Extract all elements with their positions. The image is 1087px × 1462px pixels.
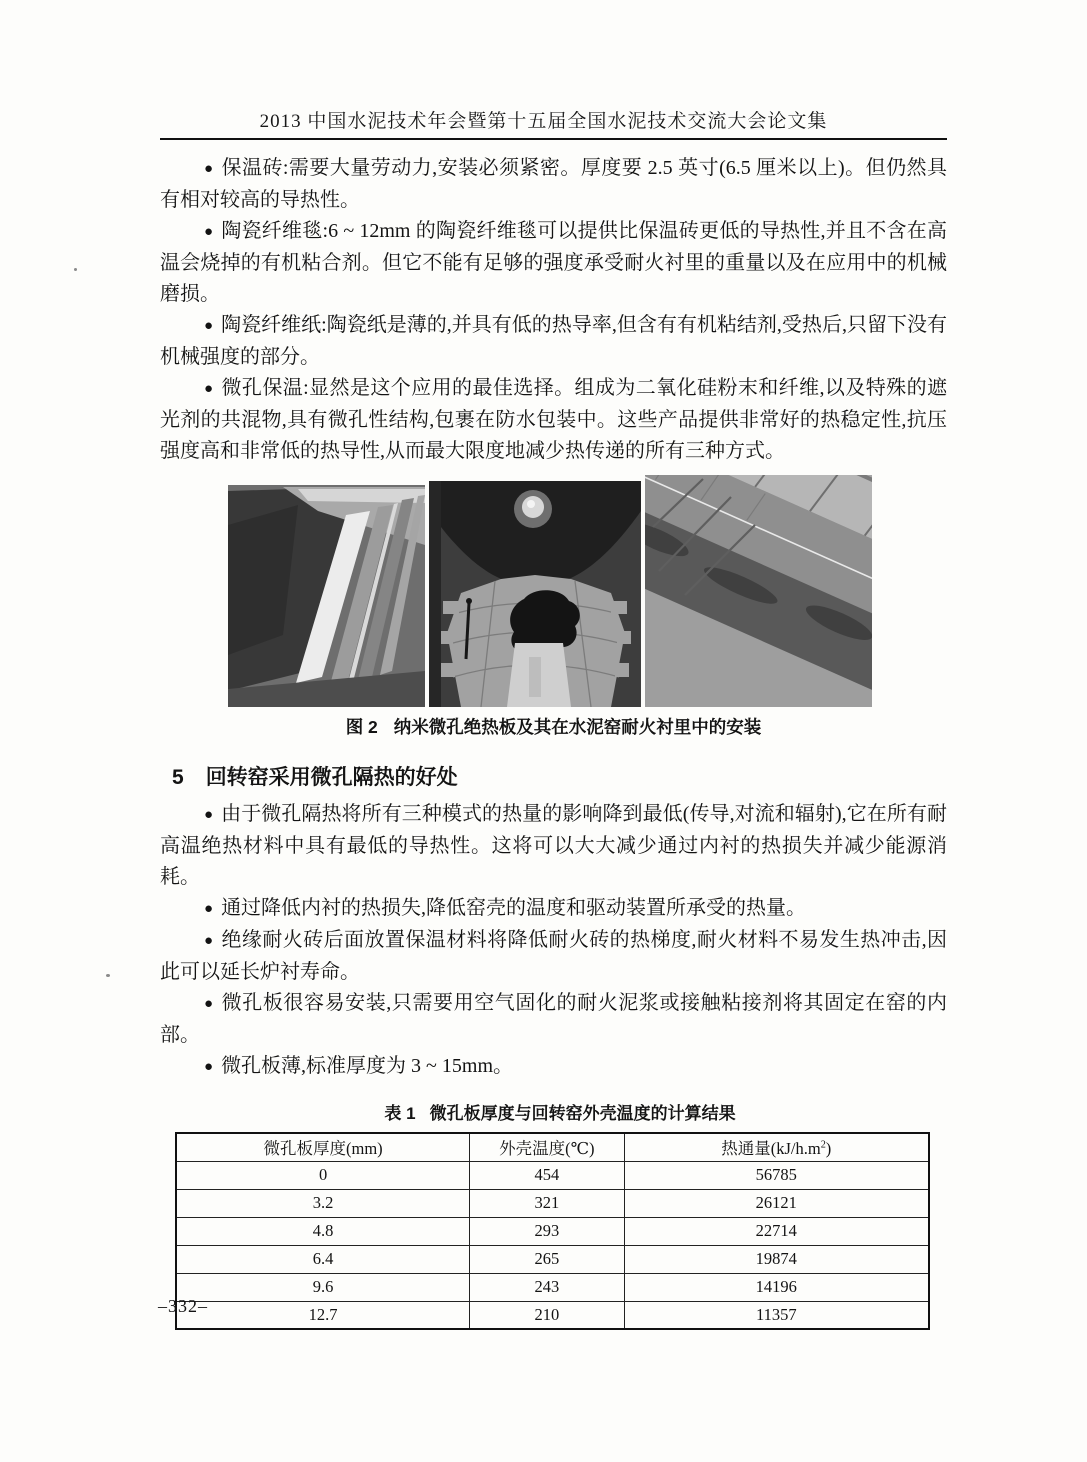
section-number: 5 [172,766,184,789]
paragraph-text: 微孔保温:显然是这个应用的最佳选择。组成为二氧化硅粉末和纤维,以及特殊的遮光剂的共混物,具有微孔性结构,包裹在防水包装中。这些产品提供非常好的热稳定性,抗压强度高和非常低的热导性,从而最大限度地减少热传递的所有三种方式。 [160,377,947,462]
benefit-thermal-gradient [160,925,947,988]
paragraph-text: 绝缘耐火砖后面放置保温材料将降低耐火砖的热梯度,耐火材料不易发生热冲击,因此可以延长炉衬寿命。 [160,929,948,983]
cell-shell-temp: 243 [470,1273,624,1301]
figure-2-caption [160,714,947,739]
paragraph-ceramic-fiber-blanket [160,216,947,310]
paragraph-text: 微孔板薄,标准厚度为 3 ~ 15mm。 [221,1055,513,1077]
running-header: 2013 中国水泥技术年会暨第十五届全国水泥技术交流大会论文集 [259,111,828,132]
table-row [176,1217,929,1245]
cell-heat-flux: 56785 [624,1161,929,1189]
microporous-boards-photo [228,485,425,707]
cell-heat-flux: 22714 [624,1217,929,1245]
cell-thickness: 0 [176,1161,470,1189]
figure-caption-text: 纳米微孔绝热板及其在水泥窑耐火衬里中的安装 [393,717,762,737]
figure-label: 图 2 [345,717,378,737]
table-row [176,1301,929,1329]
column-header-heat-flux: 热通量$(kJ/h.m^2)$ [624,1133,929,1161]
bullet-icon: ● [204,996,214,1012]
cell-shell-temp: 293 [470,1217,624,1245]
benefit-lower-shell-temperature [160,893,947,925]
paragraph-microporous-insulation [160,373,947,467]
cell-thickness: 4.8 [176,1217,470,1245]
table-row [176,1161,929,1189]
benefit-thin-boards [160,1051,947,1083]
cell-shell-temp: 454 [470,1161,624,1189]
page-number: –332– [158,1296,208,1316]
paragraph-text: 陶瓷纤维毯:6 ~ 12mm 的陶瓷纤维毯可以提供比保温砖更低的导热性,并且不含在高温会烧掉的有机粘合剂。但它不能有足够的强度承受耐火衬里的重量以及在应用中的机械磨损。 [160,220,947,305]
table-header-row [176,1133,929,1161]
brick-lining-photo [645,475,872,707]
bullet-icon: ● [204,381,214,397]
cell-shell-temp: 321 [470,1189,624,1217]
body-column [160,153,947,1330]
kiln-interior-photo [429,481,641,707]
section-5-heading [172,761,947,791]
benefit-easy-installation [160,988,947,1051]
column-header-shell-temp: 外壳温度(℃) [470,1133,624,1161]
paragraph-insulating-brick [160,153,947,216]
cell-heat-flux: 11357 [624,1301,929,1329]
paragraph-ceramic-fiber-paper [160,310,947,373]
cell-thickness: 12.7 [176,1301,470,1329]
bullet-icon: ● [204,807,214,823]
scan-artifact-dot [106,974,110,977]
bullet-icon: ● [204,933,214,949]
paragraph-text: 微孔板很容易安装,只需要用空气固化的耐火泥浆或接触粘接剂将其固定在窑的内部。 [160,992,948,1046]
cell-shell-temp: 265 [470,1245,624,1273]
bullet-icon: ● [204,1059,214,1075]
cell-thickness: 9.6 [176,1273,470,1301]
table-row [176,1189,929,1217]
column-header-thickness: 微孔板厚度(mm) [176,1133,470,1161]
table-row [176,1273,929,1301]
table-1 [175,1132,930,1330]
paragraph-text: 陶瓷纤维纸:陶瓷纸是薄的,并具有低的热导率,但含有有机粘结剂,受热后,只留下没有机械强度的部分。 [160,314,947,368]
figure-2-photo-strip [228,475,876,707]
bullet-icon: ● [204,318,214,334]
bullet-icon: ● [204,901,214,917]
cell-heat-flux: 14196 [624,1273,929,1301]
paragraph-text: 保温砖:需要大量劳动力,安装必须紧密。厚度要 2.5 英寸(6.5 厘米以上)。但仍然具有相对较高的导热性。 [160,157,947,211]
table-label: 表 1 [384,1104,416,1123]
paragraph-text: 由于微孔隔热将所有三种模式的热量的影响降到最低(传导,对流和辐射),它在所有耐高温绝热材料中具有最低的导热性。这将可以大大减少通过内衬的热损失并减少能源消耗。 [160,803,948,888]
table-title-text: 微孔板厚度与回转窑外壳温度的计算结果 [429,1104,736,1123]
table-row [176,1245,929,1273]
paragraph-text: 通过降低内衬的热损失,降低窑壳的温度和驱动装置所承受的热量。 [221,897,807,919]
cell-heat-flux: 26121 [624,1189,929,1217]
benefit-lowest-conductivity [160,799,947,893]
cell-thickness: 3.2 [176,1189,470,1217]
bullet-icon: ● [204,161,214,177]
scan-artifact-dot [74,268,77,271]
section-title: 回转窑采用微孔隔热的好处 [205,766,458,789]
bullet-icon: ● [204,224,214,240]
cell-heat-flux: 19874 [624,1245,929,1273]
cell-thickness: 6.4 [176,1245,470,1273]
header-rule [160,138,947,140]
table-1-title [175,1099,945,1124]
cell-shell-temp: 210 [470,1301,624,1329]
